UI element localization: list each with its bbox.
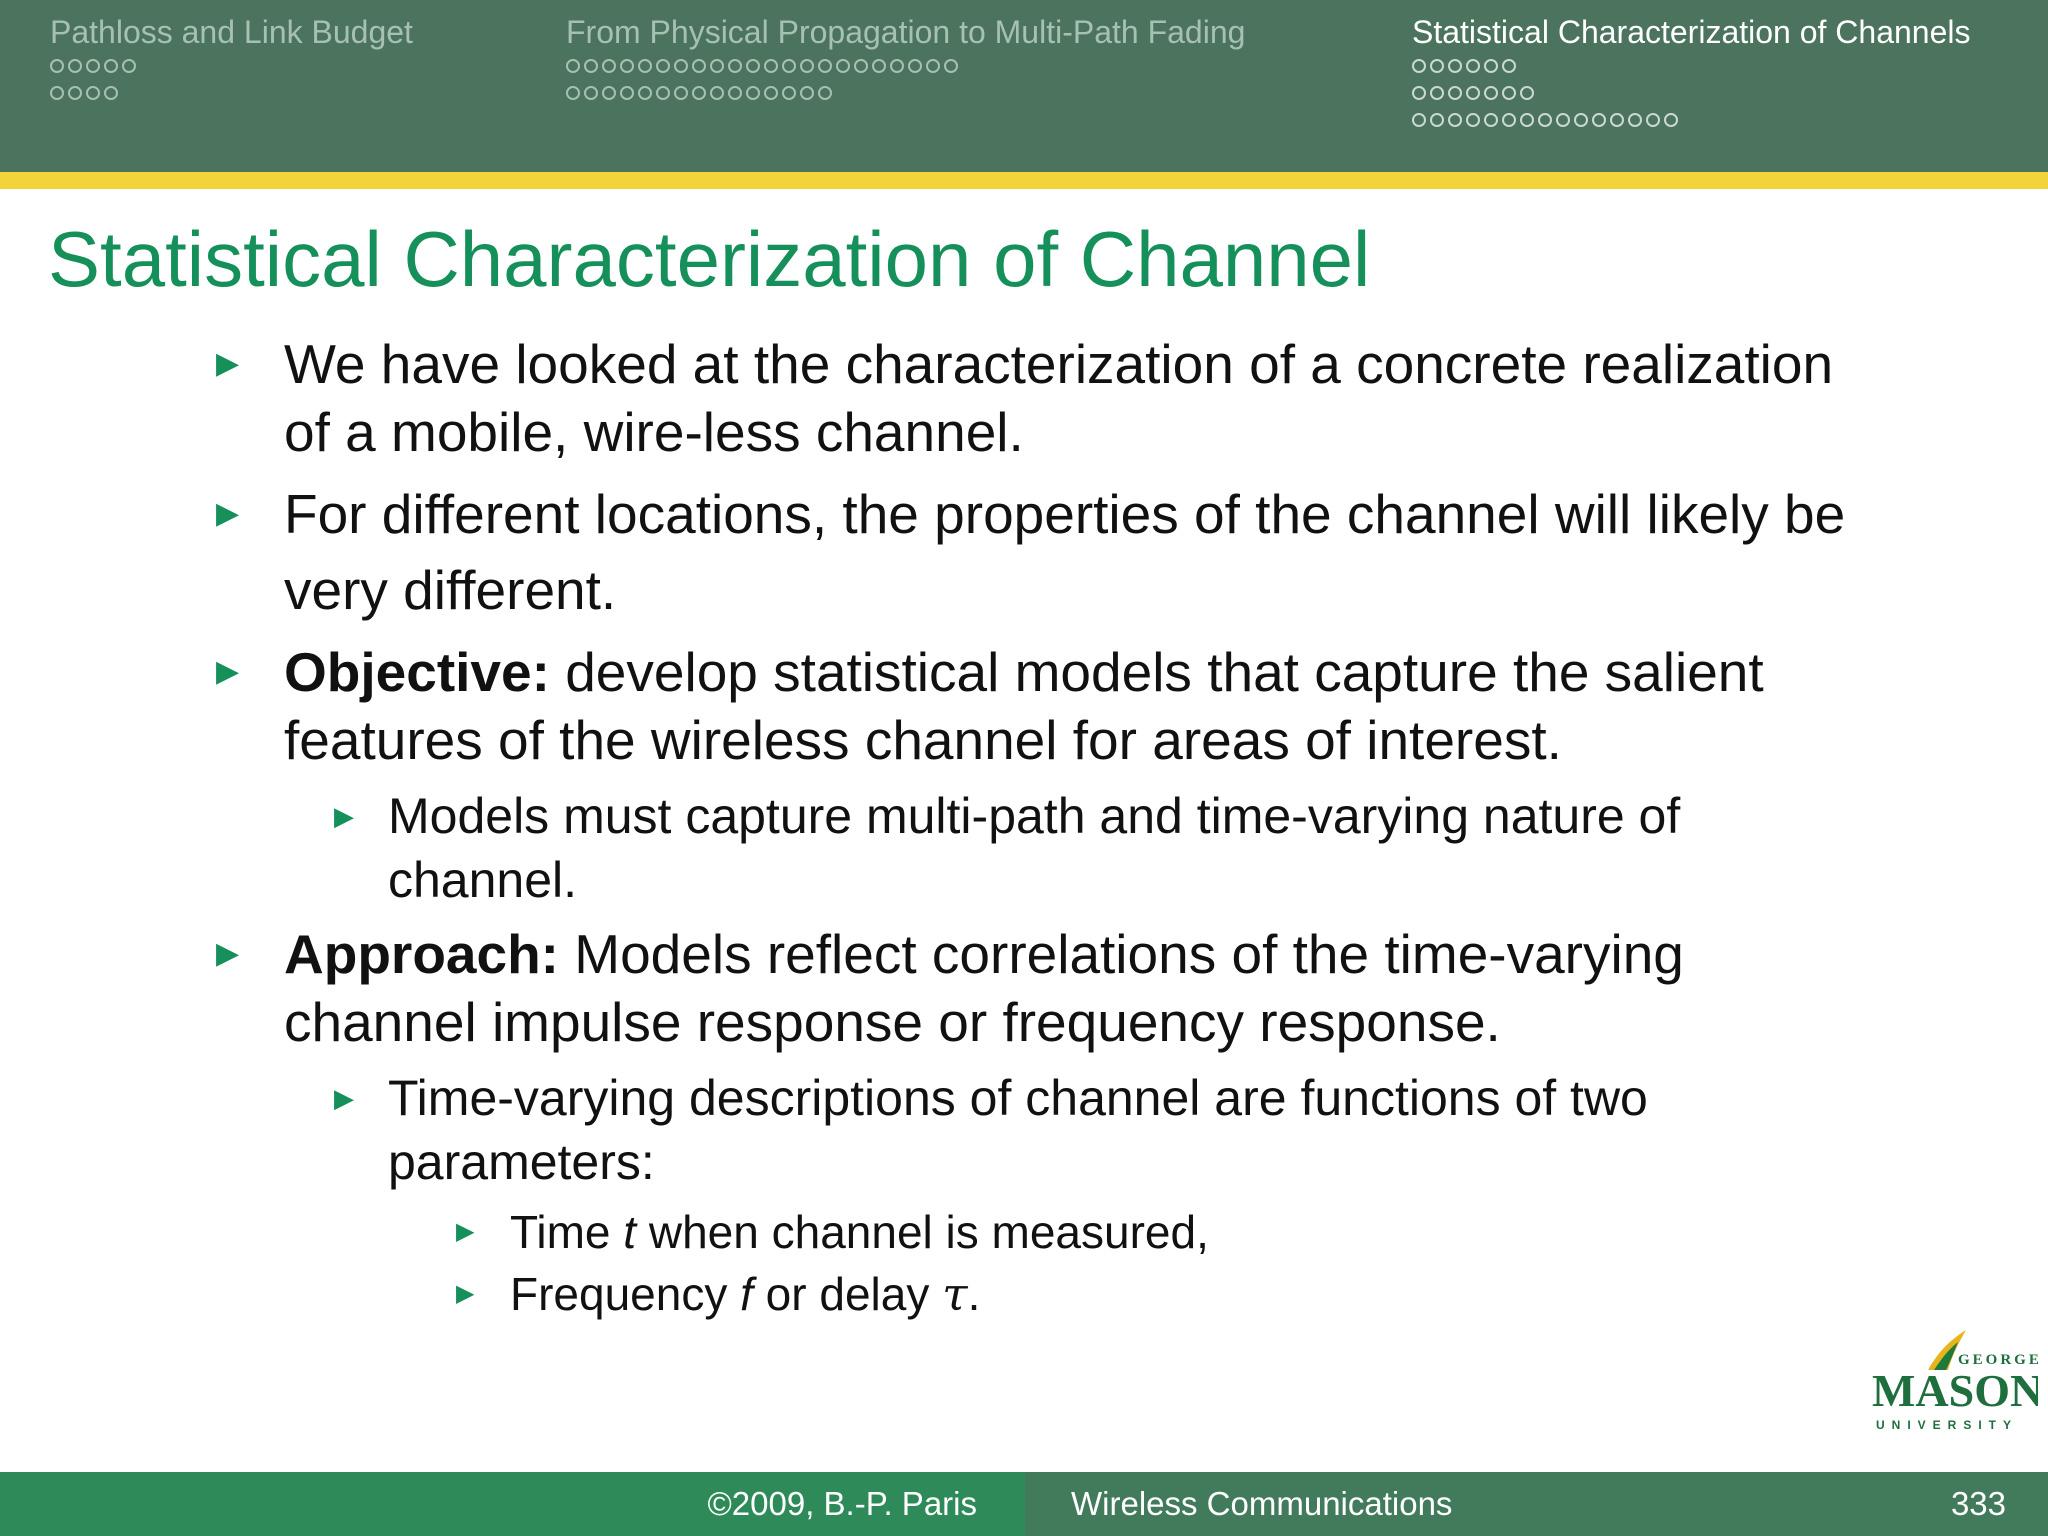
bullet-item [210,330,1880,466]
nav-dot-icon[interactable] [1574,113,1588,127]
nav-dot-icon[interactable] [1430,113,1444,127]
nav-dot-icon[interactable] [86,59,100,73]
bullet-text [284,638,1880,774]
nav-dot-icon[interactable] [800,86,814,100]
nav-dot-icon[interactable] [692,86,706,100]
nav-dot-icon[interactable] [86,86,100,100]
nav-dot-icon[interactable] [68,86,82,100]
footer-course-title: Wireless Communications [1071,1485,1453,1522]
text-fragment: or delay [752,1268,943,1320]
logo-line3: UNIVERSITY [1876,1418,2019,1432]
nav-dot-icon[interactable] [674,86,688,100]
bullet-triangle-icon: ▶ [216,347,240,380]
nav-dot-icon[interactable] [50,59,64,73]
bullet-triangle-icon: ▶ [334,801,354,831]
nav-dot-icon[interactable] [1520,86,1534,100]
nav-dot-icon[interactable] [1466,86,1480,100]
nav-dot-icon[interactable] [656,86,670,100]
nav-dot-icon[interactable] [764,59,778,73]
nav-dot-icon[interactable] [944,59,958,73]
bullet-item [210,476,1880,628]
nav-dot-icon[interactable] [1448,86,1462,100]
nav-dot-icon[interactable] [1538,113,1552,127]
bullet-item [210,638,1880,774]
slide-content [210,330,1880,1326]
nav-dot-row [566,52,1245,79]
nav-dot-icon[interactable] [1484,113,1498,127]
nav-dot-icon[interactable] [1430,86,1444,100]
nav-dot-icon[interactable] [1592,113,1606,127]
sub-bullet-text: Time-varying descriptions of channel are functions of two parameters: [388,1070,1648,1190]
sub-sub-bullet-text [510,1264,980,1324]
sub-sub-bullet-item [456,1264,1880,1324]
bullet-text: For different locations, the properties of the channel will likely be very different. [284,483,1846,621]
nav-dot-icon[interactable] [1466,113,1480,127]
nav-dot-icon[interactable] [1610,113,1624,127]
nav-dot-icon[interactable] [746,86,760,100]
sub-sub-bullet-item [456,1202,1880,1262]
math-variable: τ [942,1267,968,1321]
nav-dot-icon[interactable] [602,86,616,100]
nav-dot-icon[interactable] [1430,59,1444,73]
nav-dot-icon[interactable] [1556,113,1570,127]
nav-dot-icon[interactable] [1628,113,1642,127]
bullet-triangle-icon: ▶ [456,1280,475,1307]
text-fragment: Frequency [510,1268,741,1320]
bullet-triangle-icon: ▶ [334,1083,354,1113]
nav-dot-icon[interactable] [710,86,724,100]
nav-section-title[interactable]: From Physical Propagation to Multi-Path Fading [566,14,1246,50]
nav-dot-icon[interactable] [728,86,742,100]
nav-dot-icon[interactable] [1484,86,1498,100]
nav-dot-icon[interactable] [710,59,724,73]
text-fragment: Time [510,1206,624,1258]
logo-line2: MASON [1872,1365,2038,1416]
bullet-triangle-icon: ▶ [216,937,240,970]
nav-dot-icon[interactable] [1502,86,1516,100]
text-fragment: . [967,1268,981,1320]
nav-dot-icon[interactable] [1520,113,1534,127]
nav-dot-icon[interactable] [584,59,598,73]
nav-dot-icon[interactable] [104,59,118,73]
footer-copyright: ©2009, B.-P. Paris [0,1472,1025,1536]
nav-dot-icon[interactable] [50,86,64,100]
bullet-text [284,920,1880,1056]
nav-dot-icon[interactable] [566,86,580,100]
nav-dot-row [1412,52,1971,79]
nav-dot-icon[interactable] [122,59,136,73]
nav-dot-row [50,79,413,106]
math-variable: t [623,1206,637,1258]
nav-dot-icon[interactable] [638,86,652,100]
nav-dot-icon[interactable] [1412,86,1426,100]
nav-dot-icon[interactable] [1502,59,1516,73]
nav-dot-icon[interactable] [1448,59,1462,73]
nav-dot-icon[interactable] [692,59,706,73]
nav-dot-icon[interactable] [674,59,688,73]
footer-page-number: 333 [1950,1485,2006,1522]
nav-dot-icon[interactable] [764,86,778,100]
bullet-item [210,920,1880,1056]
sub-bullet-text: Models must capture multi-path and time-varying nature of channel. [388,788,1681,908]
sub-sub-bullet-text [510,1202,1209,1262]
nav-dot-icon[interactable] [602,59,616,73]
sub-bullet-item [334,784,1880,912]
nav-dot-icon[interactable] [818,86,832,100]
nav-dot-icon[interactable] [1412,59,1426,73]
nav-dot-icon[interactable] [782,59,796,73]
footer-right-panel [1025,1472,2048,1536]
header-accent-stripe [0,172,2048,189]
nav-dot-icon[interactable] [1412,113,1426,127]
nav-dot-icon[interactable] [782,86,796,100]
navigation-header [0,0,2048,172]
nav-section-pathloss[interactable] [50,12,413,106]
nav-dot-icon[interactable] [566,59,580,73]
nav-dot-icon[interactable] [1466,59,1480,73]
nav-dot-row [50,52,413,79]
nav-dot-icon[interactable] [854,59,868,73]
nav-dot-icon[interactable] [728,59,742,73]
nav-dot-icon[interactable] [800,59,814,73]
bullet-triangle-icon: ▶ [456,1218,475,1245]
bullet-text: We have looked at the characterization of a concrete realization of a mobile, wire-less channel. [284,333,1834,463]
nav-dot-icon[interactable] [926,59,940,73]
nav-dot-icon[interactable] [1484,59,1498,73]
nav-dot-icon[interactable] [890,59,904,73]
nav-dot-icon[interactable] [584,86,598,100]
sub-bullet-item [334,1066,1880,1194]
nav-dot-row [1412,106,1971,133]
logo-line1: GEORGE [1958,1352,2038,1368]
bullet-triangle-icon: ▶ [216,497,240,530]
nav-dot-icon[interactable] [1646,113,1660,127]
bullet-label: Approach: [284,923,559,985]
nav-section-propagation[interactable] [566,12,1245,106]
nav-dot-icon[interactable] [746,59,760,73]
bullet-body: Models reflect correlations of the time-varying channel impulse response or frequency response. [284,923,1684,1053]
nav-dot-row [566,79,1245,106]
nav-section-title[interactable]: Statistical Characterization of Channels [1412,14,1971,50]
nav-dot-icon[interactable] [1448,113,1462,127]
nav-dot-row [1412,79,1971,106]
nav-dot-icon[interactable] [1502,113,1516,127]
nav-dot-icon[interactable] [620,86,634,100]
bullet-triangle-icon: ▶ [216,655,240,688]
gmu-logo-icon [1868,1322,2038,1442]
nav-dot-icon[interactable] [620,59,634,73]
george-mason-logo [1868,1322,2038,1442]
nav-section-title[interactable]: Pathloss and Link Budget [50,14,413,50]
nav-dot-icon[interactable] [1664,113,1678,127]
nav-dot-icon[interactable] [68,59,82,73]
nav-section-statistical[interactable] [1412,12,1971,133]
nav-dot-icon[interactable] [836,59,850,73]
bullet-label: Objective: [284,641,550,703]
nav-dot-icon[interactable] [638,59,652,73]
nav-dot-icon[interactable] [872,59,886,73]
nav-dot-icon[interactable] [104,86,118,100]
footer-bar [0,1472,2048,1536]
math-variable: f [740,1268,753,1320]
slide-title: Statistical Characterization of Channel [48,215,1371,303]
text-fragment: when channel is measured, [636,1206,1209,1258]
nav-dot-icon[interactable] [656,59,670,73]
bullet-body: develop statistical models that capture the salient features of the wireless channel for areas of interest. [284,641,1764,771]
nav-dot-icon[interactable] [908,59,922,73]
nav-dot-icon[interactable] [818,59,832,73]
